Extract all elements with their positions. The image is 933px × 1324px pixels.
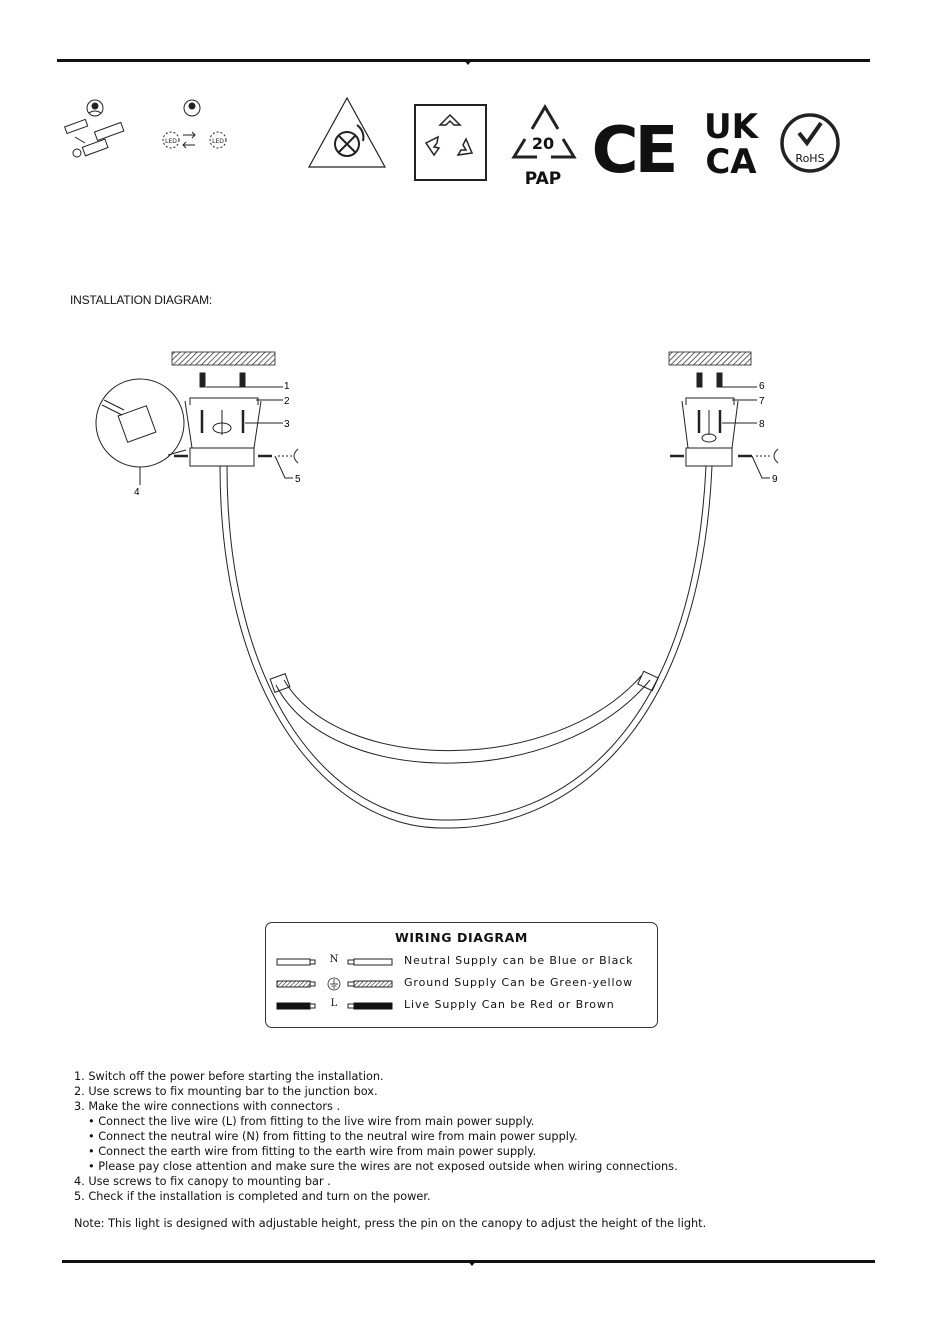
top-rule-notch — [463, 59, 473, 65]
arc-light-fixture — [220, 466, 712, 828]
instruction-bullet-live: • Connect the live wire (L) from fitting to the live wire from main power supply. — [88, 1115, 535, 1128]
wiring-row-ground — [276, 976, 651, 992]
callout-4: 4 — [134, 487, 140, 498]
neutral-symbol: N — [329, 954, 339, 965]
rohs-icon — [782, 115, 838, 171]
instruction-step-5: 5. Check if the installation is completed and turn on the power. — [74, 1190, 431, 1203]
ceiling-right — [669, 352, 751, 365]
symbol-row — [55, 95, 855, 190]
ceiling-left — [172, 352, 275, 365]
led-label-right: LED — [212, 138, 224, 145]
recycle-icon — [415, 105, 486, 180]
led-label-left: LED — [165, 138, 177, 145]
adjustable-height-note: Note: This light is designed with adjustable height, press the pin on the canopy to adjust the height of the light. — [74, 1217, 707, 1230]
callout-1: 1 — [284, 381, 290, 392]
callout-3: 3 — [284, 419, 290, 430]
earth-ground-icon — [327, 977, 341, 991]
callout-8: 8 — [759, 419, 765, 430]
rohs-label: RoHS — [795, 152, 825, 165]
replaceable-bulb-icon — [65, 100, 124, 157]
instruction-step-2: 2. Use screws to fix mounting bar to the junction box. — [74, 1085, 378, 1098]
instruction-step-3: 3. Make the wire connections with connectors . — [74, 1100, 341, 1113]
callout-7: 7 — [759, 396, 765, 407]
wiring-row-neutral — [276, 954, 651, 970]
no-dimmer-triangle-icon — [309, 98, 385, 167]
instruction-bullet-attention: • Please pay close attention and make sure the wires are not exposed outside when wiring connections. — [88, 1160, 678, 1173]
instruction-bullet-earth: • Connect the earth wire from fitting to the earth wire from main power supply. — [88, 1145, 537, 1158]
wiring-diagram-title: WIRING DIAGRAM — [395, 930, 528, 945]
instruction-step-1: 1. Switch off the power before starting the installation. — [74, 1070, 384, 1083]
wiring-diagram-box — [265, 922, 658, 1028]
pap-number: 20 — [531, 134, 555, 153]
installation-heading: INSTALLATION DIAGRAM: — [70, 293, 213, 307]
live-supply-text: Live Supply Can be Red or Brown — [404, 998, 615, 1011]
bottom-rule-notch — [467, 1260, 477, 1266]
ukca-mark-top: UK — [704, 107, 758, 147]
instruction-bullet-neutral: • Connect the neutral wire (N) from fitting to the neutral wire from main power supply. — [88, 1130, 578, 1143]
installation-diagram — [0, 340, 933, 840]
ground-supply-text: Ground Supply Can be Green-yellow — [404, 976, 633, 989]
wiring-row-live — [276, 998, 651, 1014]
left-mounting-assembly — [96, 373, 298, 485]
callout-2: 2 — [284, 396, 290, 407]
instruction-step-4: 4. Use screws to fix canopy to mounting bar . — [74, 1175, 331, 1188]
installation-instructions — [74, 1069, 678, 1204]
ce-mark: CE — [591, 114, 675, 188]
callout-6: 6 — [759, 381, 765, 392]
ukca-mark-bottom: CA — [705, 142, 757, 182]
neutral-supply-text: Neutral Supply can be Blue or Black — [404, 954, 634, 967]
live-symbol: L — [330, 998, 338, 1009]
led-replaceable-icon — [163, 100, 226, 148]
callout-9: 9 — [772, 474, 778, 485]
callout-5: 5 — [295, 474, 301, 485]
pap-label: PAP — [524, 169, 562, 189]
